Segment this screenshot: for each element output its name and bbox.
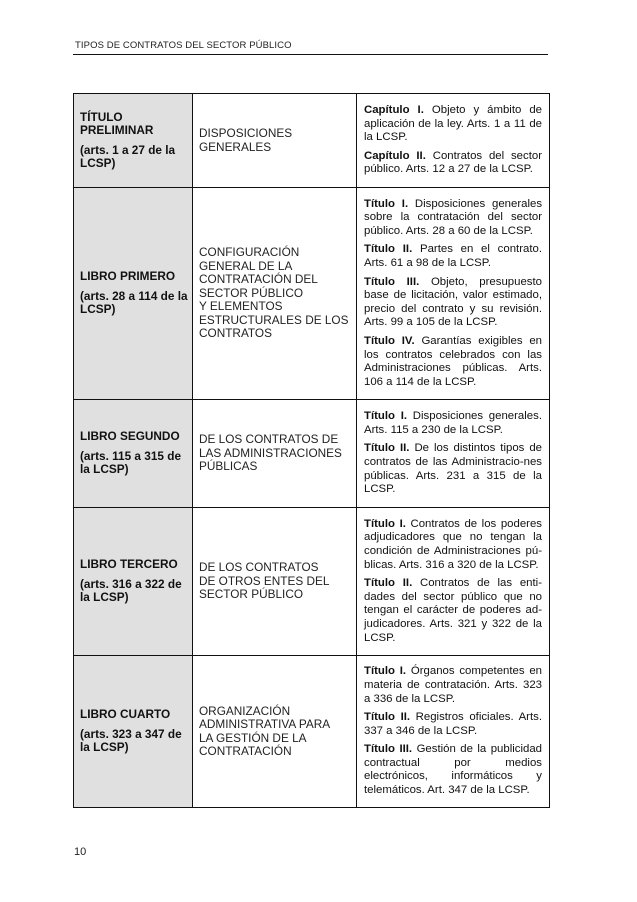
entry (364, 665, 542, 706)
contents-cell (357, 656, 550, 808)
book-cell (74, 656, 193, 808)
entry-label: Título II. (364, 243, 413, 256)
entry-text: Objeto y ámbito de aplicación de la ley. Arts. 1 a 11 de la LCSP. (364, 104, 542, 144)
entry (364, 577, 542, 645)
book-range: (arts. 1 a 27 de la LCSP) (80, 142, 176, 170)
book-cell (74, 188, 193, 400)
entry (364, 198, 542, 239)
entry-label: Título IV. (364, 334, 415, 347)
table-row (74, 656, 550, 808)
subject-text: CONFIGURACIÓN GENERAL DE LA CONTRATACIÓN DEL SECTOR PÚBLICO Y ELEMENTOS ESTRUCTURALES DE LOS CONTRATOS (199, 245, 349, 341)
entry (364, 276, 542, 330)
table-body (74, 94, 550, 808)
entry (364, 243, 542, 270)
entry-label: Título I. (364, 665, 407, 678)
subject-cell (193, 94, 357, 188)
subject-cell (193, 656, 357, 808)
entry-text: Contratos de los poderes adjudicadores que no tengan la condición de Administraciones pú-blicas. Arts. 316 a 320 de la LCSP. (364, 517, 542, 571)
book-range: (arts. 316 a 322 de la LCSP) (80, 576, 182, 605)
book-cell (74, 94, 193, 188)
table-row (74, 94, 550, 188)
page-number: 10 (74, 846, 87, 858)
book-cell (74, 508, 193, 656)
entry-label: Título II. (364, 577, 413, 590)
contents-cell (357, 400, 550, 508)
subject-text: DE LOS CONTRATOS DE LAS ADMINISTRACIONES PÚBLICAS (199, 432, 342, 474)
entry-label: Título III. (364, 275, 420, 288)
book-name: TÍTULO PRELIMINAR (80, 109, 154, 137)
entry-text: Gestión de la publicidad contractual por medios electrónicos, informáticos y telemáticos. Art. 347 de la LCSP. (364, 743, 542, 797)
entry-label: Título I. (364, 517, 406, 530)
entry-label: Título I. (364, 197, 409, 210)
entry-text: Disposiciones generales. Arts. 115 a 230 de la LCSP. (364, 410, 542, 436)
entry-label: Capítulo II. (364, 149, 426, 162)
book-name: LIBRO TERCERO (80, 557, 178, 572)
entry (364, 711, 542, 738)
subject-text: DISPOSICIONES GENERALES (199, 126, 293, 154)
law-structure-table (73, 93, 550, 808)
entry-text: Objeto, presupuesto base de licitación, valor estimado, precio del contrato y su revisión. Arts. 99 a 105 de la LCSP. (364, 275, 542, 329)
contents-cell (357, 188, 550, 400)
table-row (74, 400, 550, 508)
entry (364, 150, 542, 177)
entry (364, 104, 542, 145)
subject-text: ORGANIZACIÓN ADMINISTRATIVA PARA LA GESTIÓN DE LA CONTRATACIÓN (199, 703, 331, 758)
entry-text: Registros oficiales. Arts. 337 a 346 de la LCSP. (364, 711, 542, 737)
book-range: (arts. 28 a 114 de la LCSP) (80, 288, 188, 317)
entry (364, 335, 542, 389)
book-range: (arts. 115 a 315 de la LCSP) (80, 448, 181, 477)
entry-text: Órganos competentes en materia de contratación. Arts. 323 a 336 de la LCSP. (364, 665, 543, 705)
table-row (74, 188, 550, 400)
entry-label: Título II. (364, 442, 410, 455)
book-range: (arts. 323 a 347 de la LCSP) (80, 726, 182, 755)
subject-cell (193, 508, 357, 656)
entry-label: Capítulo I. (364, 104, 424, 117)
entry-label: Título II. (364, 711, 411, 724)
entry (364, 410, 542, 437)
entry (364, 442, 542, 496)
contents-cell (357, 508, 550, 656)
table-row (74, 508, 550, 656)
book-name: LIBRO PRIMERO (80, 269, 176, 284)
entry-text: De los distintos tipos de contratos de las Administracio-nes públicas. Arts. 231 a 315 de la LCSP. (364, 442, 542, 496)
header-rule (73, 54, 548, 55)
contents-cell (357, 94, 550, 188)
entry (364, 518, 542, 572)
entry-text: Garantías exigibles en los contratos celebrados con las Administraciones públicas. Arts. 106 a 114 de la LCSP. (364, 334, 542, 388)
entry-text: Disposiciones generales sobre la contratación del sector público. Arts. 28 a 60 de la LCSP. (364, 197, 543, 237)
entry-text: Contratos del sector público. Arts. 12 a 27 de la LCSP. (364, 149, 543, 176)
entry-text: Partes en el contrato. Arts. 61 a 98 de la LCSP. (364, 243, 542, 270)
entry (364, 743, 542, 797)
entry-label: Título III. (364, 743, 413, 756)
book-name: LIBRO SEGUNDO (80, 429, 180, 444)
entry-text: Contratos de las enti-dades del sector público que no tengan el carácter de poderes ad-judicadores. Arts. 321 y 322 de la LCSP. (364, 577, 542, 644)
running-head: TIPOS DE CONTRATOS DEL SECTOR PÚBLICO (75, 40, 292, 51)
subject-cell (193, 400, 357, 508)
subject-text: DE LOS CONTRATOS DE OTROS ENTES DEL SECTOR PÚBLICO (199, 560, 330, 602)
subject-cell (193, 188, 357, 400)
book-cell (74, 400, 193, 508)
entry-label: Título I. (364, 410, 408, 423)
book-name: LIBRO CUARTO (80, 707, 171, 722)
